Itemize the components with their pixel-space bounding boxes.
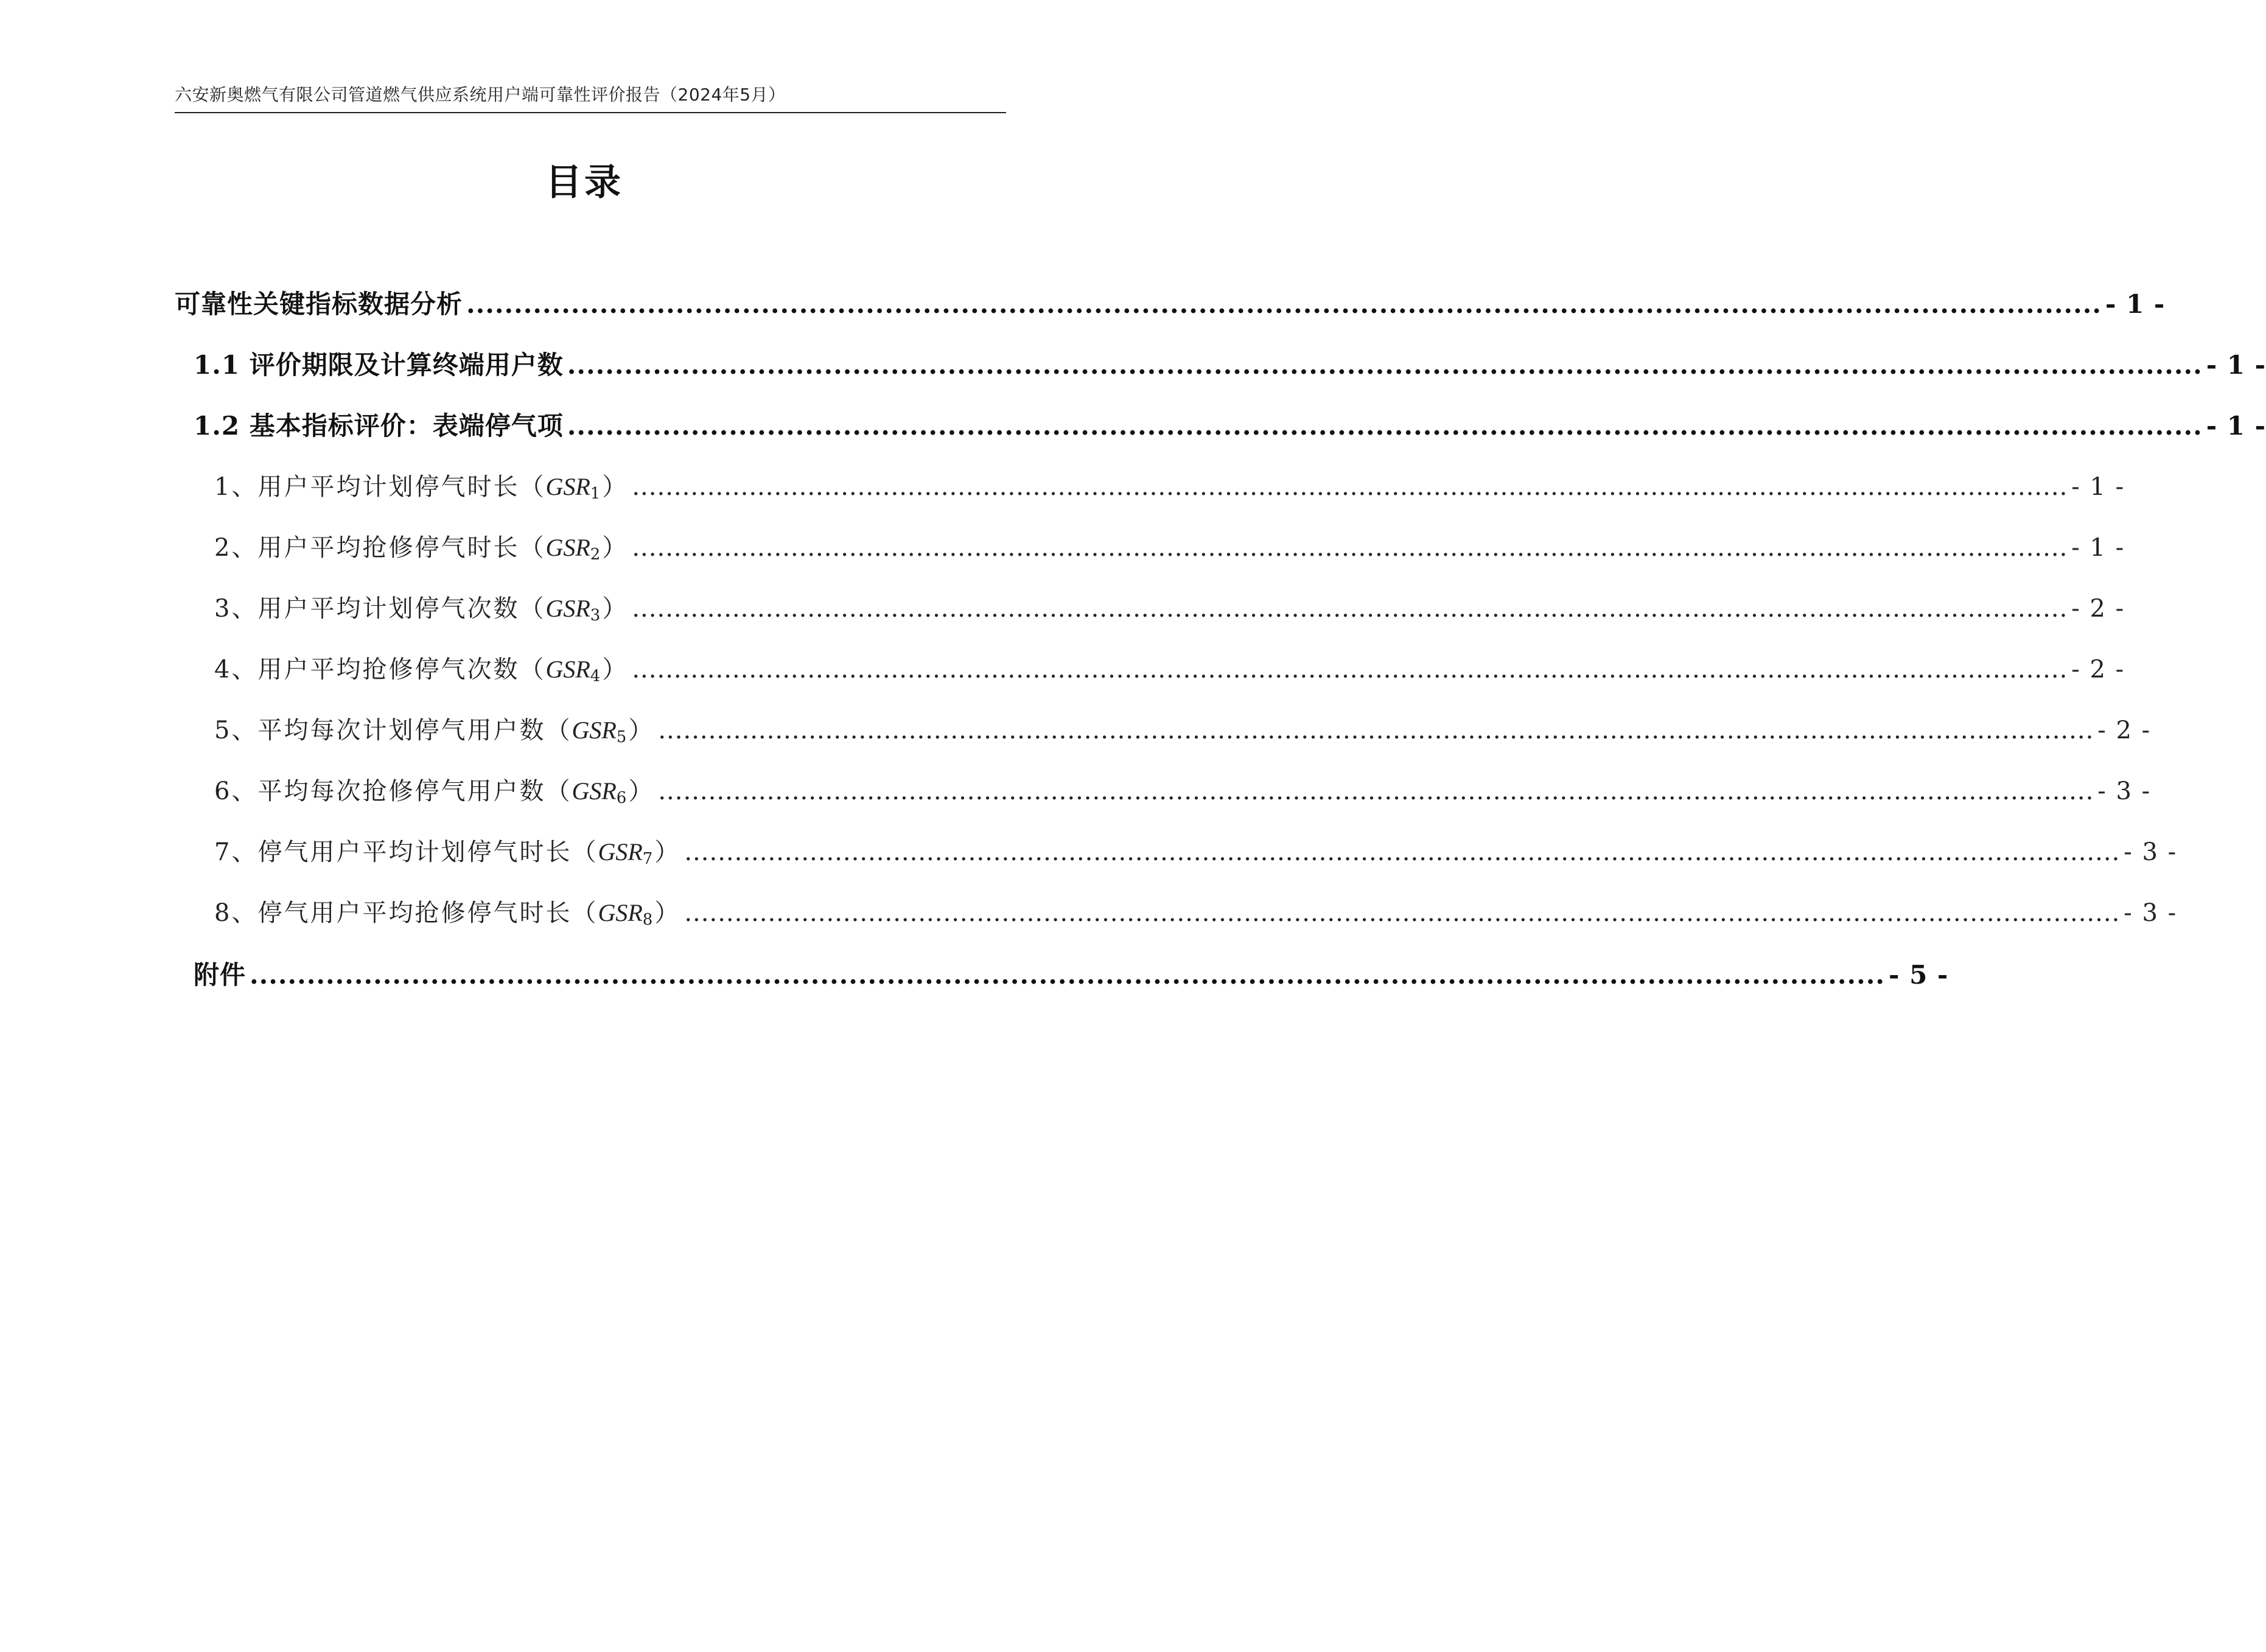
toc-title: 目录 (545, 161, 623, 204)
toc-entry-text: 4、用户平均抢修停气次数（ (214, 656, 546, 684)
dot-leader: ............................................................................................................................................................................ (250, 960, 1886, 990)
gsr-code: GSR (572, 716, 617, 744)
toc-entry-page: - 3 - (2124, 899, 2178, 927)
toc-entry-label (214, 590, 628, 627)
close-paren: ） (654, 838, 681, 866)
gsr-subscript: 8 (642, 911, 655, 929)
toc-entry-label (214, 530, 628, 566)
dot-leader: ............................................................................................................................................................................ (684, 838, 2121, 866)
toc-entry-text: 6、平均每次抢修停气用户数（ (214, 777, 572, 805)
toc-entry-page: - 3 - (2097, 777, 2152, 805)
toc-entry-gsr3[interactable] (214, 590, 2125, 627)
toc-entry-text: 3、用户平均计划停气次数（ (214, 595, 546, 623)
dot-leader: ............................................................................................................................................................................ (632, 473, 2068, 501)
dot-leader: ............................................................................................................................................................................ (658, 777, 2094, 805)
toc-entry-text: 2、用户平均抢修停气时长（ (214, 534, 546, 562)
gsr-subscript: 5 (616, 728, 629, 746)
toc-entry-1-1[interactable] (194, 347, 2266, 383)
dot-leader: ............................................................................................................................................................................ (632, 595, 2068, 623)
toc-entry-label (214, 834, 680, 870)
toc-entry-gsr6[interactable] (214, 773, 2152, 810)
toc-entry-gsr4[interactable] (214, 651, 2125, 688)
dot-leader: ............................................................................................................................................................................ (466, 289, 2102, 319)
gsr-code: GSR (545, 534, 590, 561)
gsr-code: GSR (545, 473, 590, 500)
toc-entry-page: - 2 - (2097, 716, 2152, 744)
gsr-code: GSR (545, 595, 590, 622)
toc-entry-label (214, 712, 654, 749)
toc-entry-label (214, 773, 654, 810)
toc-entry-page: - 1 - (2105, 289, 2166, 319)
header-text: 六安新奥燃气有限公司管道燃气供应系统用户端可靠性评价报告（2024年5月） (175, 85, 786, 105)
close-paren: ） (654, 899, 681, 927)
close-paren: ） (602, 595, 629, 623)
toc-entry-text: 5、平均每次计划停气用户数（ (214, 716, 572, 744)
gsr-code: GSR (598, 899, 643, 926)
toc-entry-label: 附件 (194, 960, 247, 990)
gsr-subscript: 4 (590, 667, 603, 685)
toc-entry-gsr5[interactable] (214, 712, 2152, 749)
toc-entry-appendix[interactable] (194, 957, 1949, 993)
toc-entry-page: - 5 - (1889, 960, 1949, 990)
dot-leader: ............................................................................................................................................................................ (567, 350, 2203, 380)
dot-leader: ............................................................................................................................................................................ (567, 411, 2203, 441)
toc-entry-key-indicators[interactable] (175, 286, 2166, 323)
toc-entry-gsr2[interactable] (214, 530, 2125, 566)
gsr-code: GSR (598, 838, 643, 866)
toc-entry-page: - 1 - (2071, 534, 2125, 562)
toc-entry-label (214, 895, 680, 931)
toc-entry-page: - 3 - (2124, 838, 2178, 866)
toc-entry-gsr1[interactable] (214, 469, 2125, 505)
gsr-subscript: 6 (616, 789, 629, 807)
gsr-subscript: 7 (642, 850, 655, 868)
toc-entry-label (214, 651, 628, 688)
toc-entry-label: 可靠性关键指标数据分析 (175, 289, 463, 319)
toc-entry-page: - 1 - (2206, 411, 2266, 441)
toc-entry-text: 7、停气用户平均计划停气时长（ (214, 838, 598, 866)
toc-entry-gsr7[interactable] (214, 834, 2178, 870)
gsr-code: GSR (572, 777, 617, 805)
close-paren: ） (602, 656, 629, 684)
gsr-subscript: 3 (590, 606, 603, 625)
close-paren: ） (602, 534, 629, 562)
toc-entry-label (214, 469, 628, 505)
gsr-code: GSR (545, 656, 590, 683)
close-paren: ） (628, 716, 655, 744)
toc-entry-text: 8、停气用户平均抢修停气时长（ (214, 899, 598, 927)
dot-leader: ............................................................................................................................................................................ (632, 534, 2068, 562)
toc-entry-gsr8[interactable] (214, 895, 2178, 931)
toc-entry-label: 1.1 评价期限及计算终端用户数 (194, 350, 564, 380)
close-paren: ） (628, 777, 655, 805)
dot-leader: ............................................................................................................................................................................ (658, 716, 2094, 744)
dot-leader: ............................................................................................................................................................................ (684, 899, 2121, 927)
toc-entry-1-2[interactable] (194, 408, 2266, 444)
toc-entry-page: - 1 - (2071, 473, 2125, 501)
toc-entry-page: - 1 - (2206, 350, 2266, 380)
close-paren: ） (602, 473, 629, 501)
toc-entry-text: 1、用户平均计划停气时长（ (214, 473, 546, 501)
gsr-subscript: 2 (590, 545, 603, 564)
dot-leader: ............................................................................................................................................................................ (632, 656, 2068, 684)
toc-entry-label: 1.2 基本指标评价：表端停气项 (194, 411, 564, 441)
toc-entry-page: - 2 - (2071, 595, 2125, 623)
gsr-subscript: 1 (590, 485, 603, 503)
toc-entry-page: - 2 - (2071, 656, 2125, 684)
